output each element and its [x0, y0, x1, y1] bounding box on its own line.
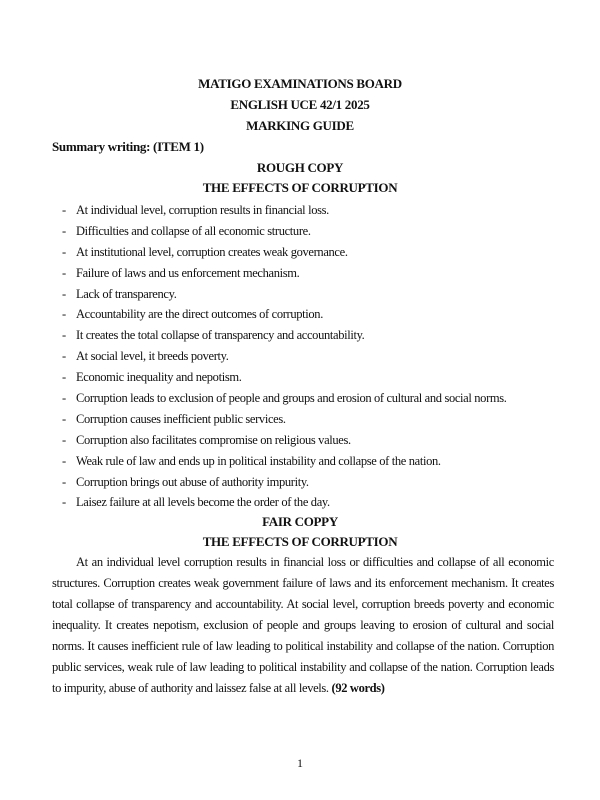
point-text: At institutional level, corruption creates weak governance. [76, 244, 348, 259]
rough-copy-heading: ROUGH COPY [256, 160, 344, 175]
rough-copy-point [62, 263, 507, 284]
rough-copy-point [62, 221, 507, 242]
point-text: At social level, it breeds poverty. [76, 349, 229, 364]
point-text: Weak rule of law and ends up in political instability and collapse of the nation. [76, 453, 441, 468]
bullet-dash: - [62, 203, 66, 217]
point-text: Corruption also facilitates compromise on religious values. [76, 432, 351, 447]
point-text: Economic inequality and nepotism. [76, 370, 242, 385]
bullet-dash: - [62, 474, 66, 489]
rough-copy-point [62, 430, 507, 451]
point-text: Corruption leads to exclusion of people and groups and erosion of cultural and social norms. [76, 391, 507, 406]
rough-copy-point [62, 388, 507, 409]
bullet-dash: - [62, 286, 66, 301]
bullet-dash: - [62, 391, 66, 406]
rough-copy-point [62, 325, 507, 346]
board-title: MATIGO EXAMINATIONS BOARD [198, 76, 402, 91]
point-text: Corruption causes inefficient public services. [76, 411, 286, 426]
bullet-dash: - [62, 432, 66, 447]
rough-copy-point [62, 367, 507, 388]
fair-copy-heading: FAIR COPPY [262, 514, 338, 529]
document-type: MARKING GUIDE [246, 118, 354, 133]
fair-copy-paragraph [52, 552, 554, 699]
rough-copy-point [62, 451, 507, 472]
rough-copy-point [62, 472, 507, 493]
bullet-dash: - [62, 265, 66, 280]
bullet-dash: - [62, 349, 66, 364]
fair-copy-title: THE EFFECTS OF CORRUPTION [202, 534, 398, 549]
page-number: 1 [297, 756, 303, 770]
rough-copy-point [62, 346, 507, 367]
paper-title: ENGLISH UCE 42/1 2025 [230, 97, 370, 112]
rough-copy-title: THE EFFECTS OF CORRUPTION [202, 180, 398, 195]
rough-copy-point [62, 284, 507, 305]
point-text: Failure of laws and us enforcement mechanism. [76, 265, 300, 280]
bullet-dash: - [62, 453, 66, 468]
bullet-dash: - [62, 244, 66, 259]
rough-copy-point [62, 304, 507, 325]
rough-copy-points [62, 200, 507, 513]
rough-copy-point [62, 409, 507, 430]
bullet-dash: - [62, 495, 66, 510]
item-label: Summary writing: (ITEM 1) [52, 139, 204, 154]
rough-copy-point [62, 242, 507, 263]
bullet-dash: - [62, 411, 66, 426]
point-text: It creates the total collapse of transparency and accountability. [76, 328, 365, 343]
bullet-dash: - [62, 328, 66, 343]
point-text: Difficulties and collapse of all economic structure. [76, 223, 311, 238]
bullet-dash: - [62, 223, 66, 238]
point-text: Laisez failure at all levels become the order of the day. [76, 495, 330, 510]
word-count: (92 words) [331, 681, 385, 695]
rough-copy-point [62, 200, 507, 221]
point-text: Lack of transparency. [76, 286, 177, 301]
rough-copy-point [62, 492, 507, 513]
point-text: At individual level, corruption results in financial loss. [76, 203, 329, 217]
bullet-dash: - [62, 370, 66, 385]
point-text: Corruption brings out abuse of authority impurity. [76, 474, 309, 489]
fair-copy-text: At an individual level corruption results in financial loss or difficulties and collapse of all economic structures. Corruption creates weak government failure of laws and its enforcement mechanism. It creates total collapse of transparency and accountability. At social level, corruption breeds poverty and economic inequality. It creates nepotism, exclusion of people and groups leaving to erosion of cultural and social norms. It causes inefficient rule of law leading to political instability and collapse of the nation. Corruption public services, weak rule of law leading to political instability and collapse of the nation. Corruption leads to impurity, abuse of authority and laissez false at all levels. [52, 555, 554, 695]
bullet-dash: - [62, 307, 66, 322]
point-text: Accountability are the direct outcomes of corruption. [76, 307, 323, 322]
